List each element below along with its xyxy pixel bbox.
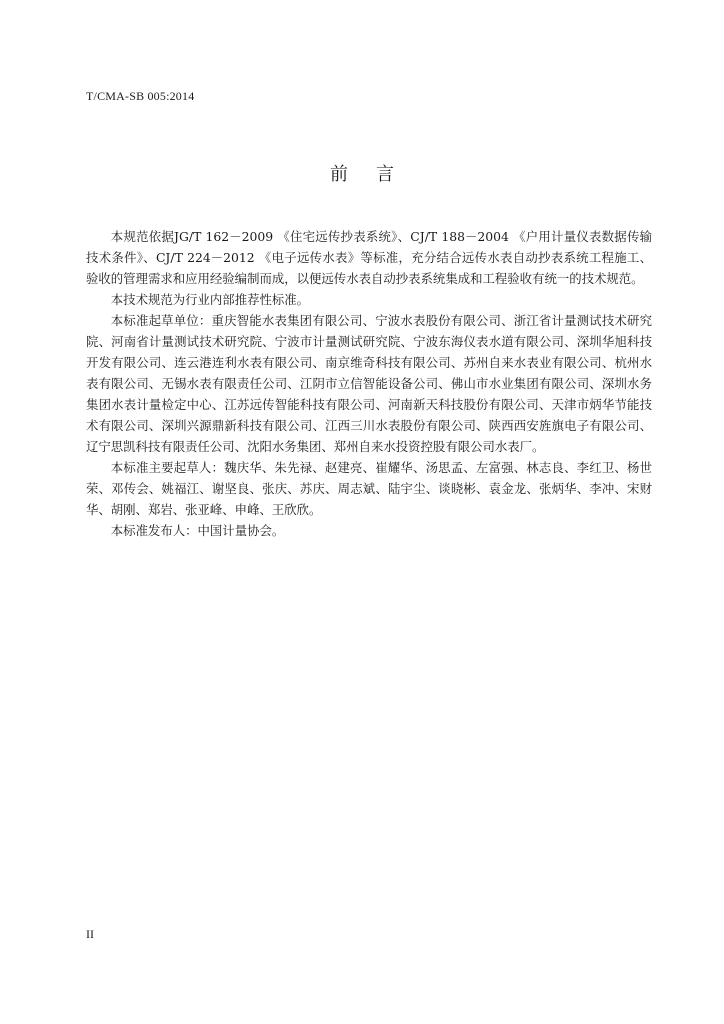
paragraph-drafting-units: 本标准起草单位：重庆智能水表集团有限公司、宁波水表股份有限公司、浙江省计量测试技术研究院、河南省计量测试技术研究院、宁波市计量测试研究院、宁波东海仪表水道有限公司、深圳华旭科技开发有限公司、连云港连利水表有限公司、南京维奇科技有限公司、苏州自来水表业有限公司、杭州水表有限公司、无锡水表有限责任公司、江阴市立信智能设备公司、佛山市水业集团有限公司、深圳水务集团水表计量检定中心、江苏远传智能科技有限公司、河南新天科技股份有限公司、天津市炳华节能技术有限公司、深圳兴源鼎新科技有限公司、江西三川水表股份有限公司、陕西西安旌旗电子有限公司、辽宁思凯科技有限责任公司、沈阳水务集团、郑州自来水投资控股有限公司水表厂。 (86, 313, 652, 454)
page-number: II (86, 927, 94, 941)
paragraph-publisher: 本标准发布人：中国计量协会。 (110, 523, 285, 538)
paragraph-basis: 本规范依据JG/T 162－2009 《住宅远传抄表系统》、CJ/T 188－2004 《户用计量仪表数据传输技术条件》、CJ/T 224－2012 《电子远传水表》等标准，充分结合远传水表自动抄表系统工程施工、验收的管理需求和应用经验编制而成，以便远传水表自动抄表系统集成和工程验收有统一的技术规范。 (86, 229, 652, 286)
standard-code: T/CMA-SB 005:2014 (86, 89, 195, 103)
paragraph-drafters: 本标准主要起草人：魏庆华、朱先禄、赵建亮、崔耀华、汤思孟、左富强、林志良、李红卫、杨世荣、邓传会、姚福江、谢坚良、张庆、苏庆、周志斌、陆宇尘、谈晓彬、袁金龙、张炳华、李冲、宋财华、胡刚、郑岩、张亚峰、申峰、王欣欣。 (86, 460, 652, 517)
foreword-body (86, 226, 652, 541)
paragraph-recommendation: 本技术规范为行业内部推荐性标准。 (110, 292, 310, 307)
page-title: 前言 (330, 164, 422, 185)
